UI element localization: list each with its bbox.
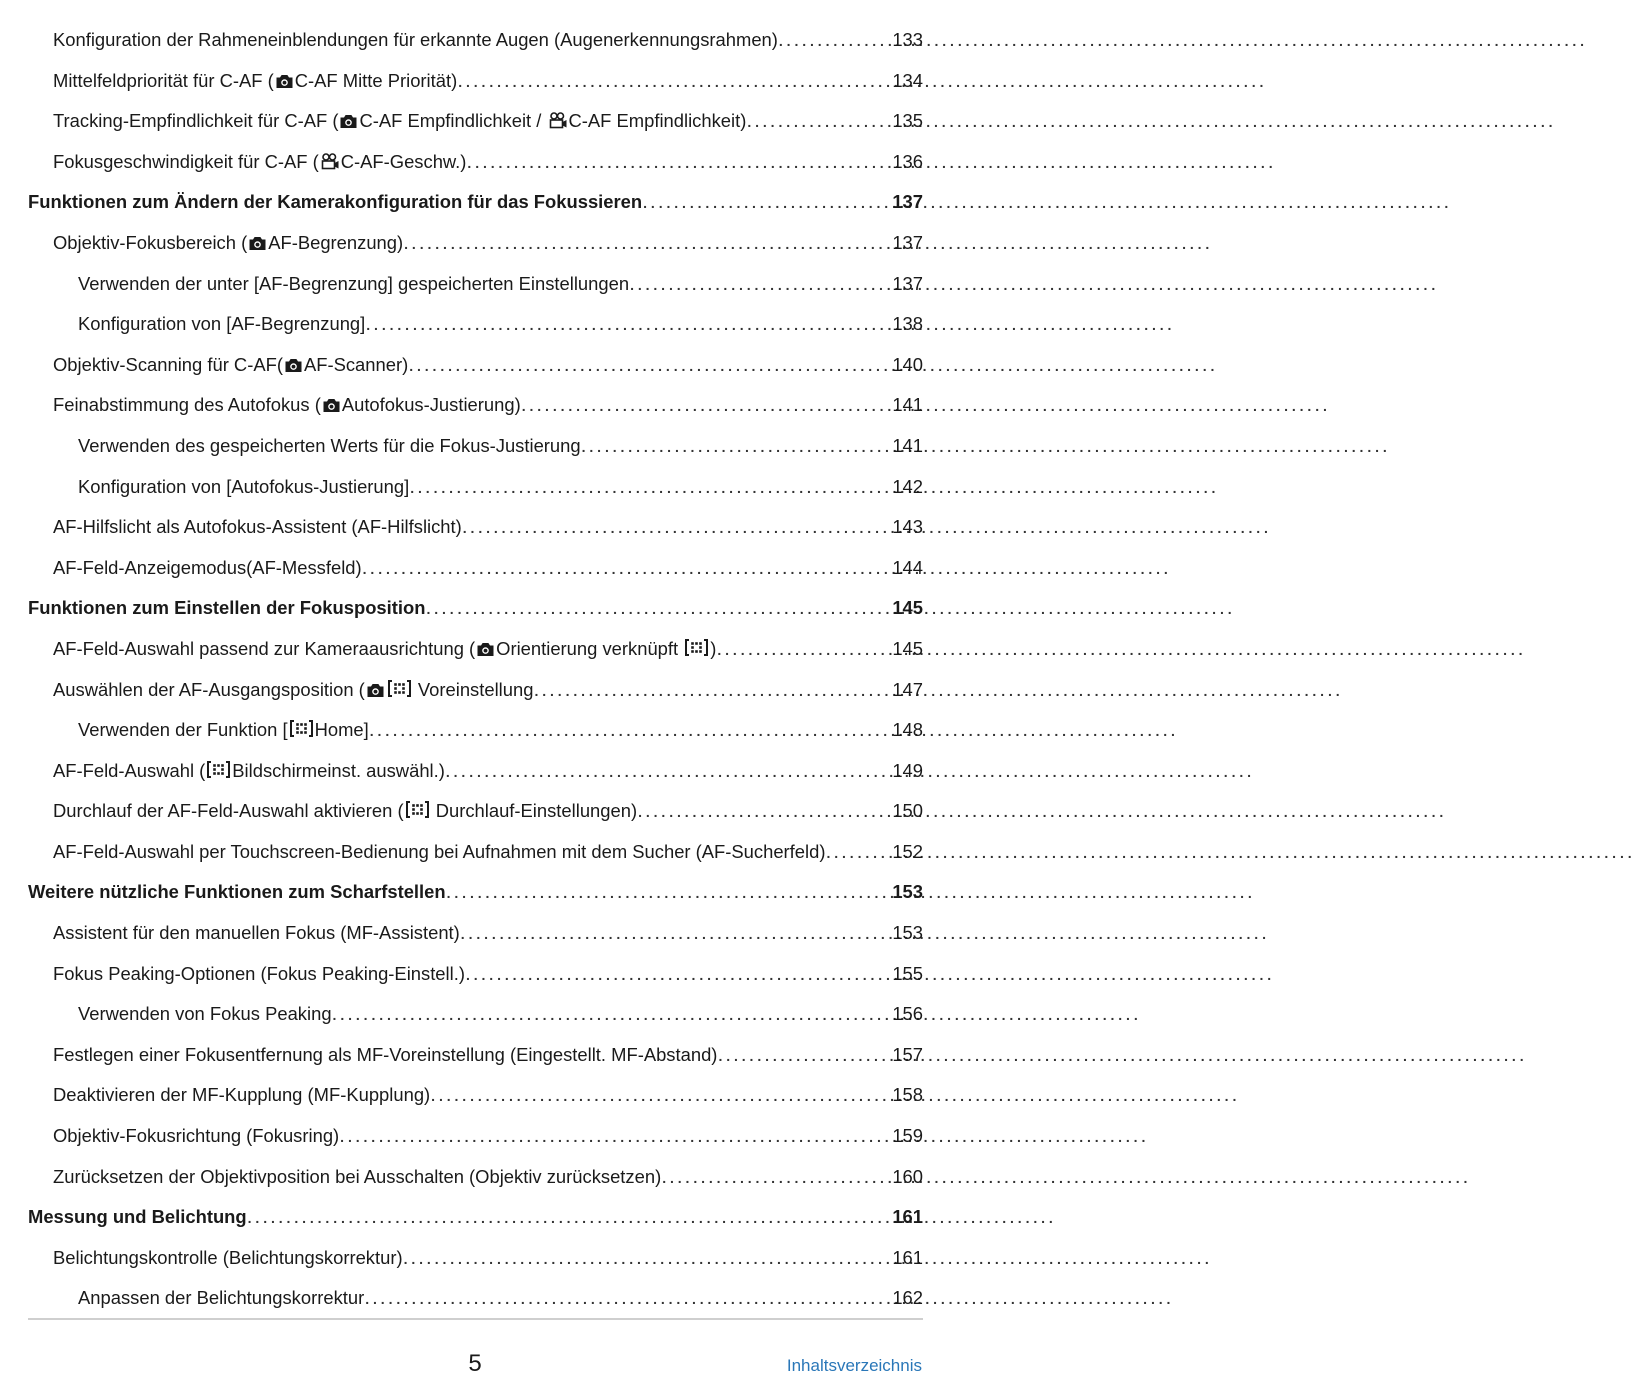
- toc-entry-title: [53, 507, 462, 548]
- toc-entry-page-number: 152: [892, 840, 923, 862]
- toc-entry[interactable]: [28, 1116, 923, 1157]
- toc-entry-text: Konfiguration von [Autofokus-Justierung]: [78, 475, 410, 497]
- toc-entry-page-number: 134: [892, 69, 923, 91]
- dot-leader: [446, 752, 881, 793]
- dot-leader: [718, 1036, 881, 1077]
- toc-entry-text: Tracking-Empfindlichkeit für C-AF (: [53, 110, 339, 132]
- toc-entry-page-number: 162: [892, 1287, 923, 1309]
- toc-entry[interactable]: [28, 548, 923, 589]
- toc-entry[interactable]: [28, 264, 923, 305]
- toc-entry-title: [53, 1075, 430, 1116]
- dot-leader: [463, 508, 881, 549]
- toc-entry[interactable]: [28, 20, 923, 61]
- af-target-icon: [206, 760, 231, 779]
- toc-entry-title: [53, 101, 746, 142]
- toc-entry-text: Konfiguration der Rahmeneinblendungen für erkannte Augen (Augenerkennungsrahmen): [53, 29, 778, 50]
- af-target-icon: [684, 638, 709, 657]
- toc-entry-text: Verwenden des gespeicherten Werts für die Fokus-Justierung: [78, 434, 581, 456]
- toc-entry-text: AF-Feld-Auswahl passend zur Kameraausrichtung (: [53, 637, 476, 659]
- toc-entry-text: Verwenden der Funktion [: [78, 719, 288, 741]
- toc-entry-page-number: 149: [892, 759, 923, 781]
- toc-entry-text: Feinabstimmung des Autofokus (: [53, 394, 321, 416]
- toc-entry-text: AF-Scanner): [303, 353, 409, 375]
- toc-entry-title: [53, 751, 445, 792]
- toc-entry-page-number: 144: [892, 556, 923, 578]
- toc-entry-title: [28, 182, 642, 223]
- dot-leader: [366, 305, 881, 346]
- camera-icon: [284, 357, 303, 373]
- dot-leader: [333, 995, 881, 1036]
- toc-entry-page-number: 138: [892, 313, 923, 335]
- dot-leader: [662, 1158, 881, 1199]
- dot-leader: [447, 873, 881, 914]
- toc-entry-text: Bildschirmeinst. auswähl.): [232, 759, 445, 781]
- dot-leader: [826, 833, 881, 874]
- toc-entry-text: Messung und Belichtung: [28, 1206, 247, 1228]
- toc-entry-page-number: 143: [892, 516, 923, 538]
- dot-leader: [458, 62, 881, 103]
- toc-entry-title: [53, 1116, 339, 1157]
- toc-entry-page-number: 145: [892, 637, 923, 659]
- dot-leader: [467, 143, 881, 184]
- toc-entry[interactable]: [28, 223, 923, 264]
- toc-entry-text: Orientierung verknüpft: [496, 637, 684, 659]
- toc-entry-page-number: 148: [892, 719, 923, 741]
- toc-entry-text: Funktionen zum Ändern der Kamerakonfiguration für das Fokussieren: [28, 191, 643, 213]
- toc-entry-title: [53, 385, 521, 426]
- toc-entry-title: [53, 20, 778, 61]
- toc-entry-title: [53, 670, 533, 711]
- toc-entry-page-number: 135: [892, 110, 923, 132]
- toc-entry[interactable]: [28, 385, 923, 426]
- toc-entry-text: C-AF-Geschw.): [340, 150, 467, 172]
- toc-entry-page-number: 133: [892, 29, 923, 50]
- toc-entry-title: [28, 588, 425, 629]
- toc-entry-text: Fokus Peaking-Optionen (Fokus Peaking-Einstell.): [53, 962, 465, 984]
- toc-entry-title: [53, 629, 716, 670]
- toc-entry-text: AF-Feld-Anzeigemodus(AF-Messfeld): [53, 556, 362, 578]
- dot-leader: [431, 1076, 881, 1117]
- toc-entry-text: Weitere nützliche Funktionen zum Scharfstellen: [28, 881, 446, 903]
- toc-entry[interactable]: [28, 142, 923, 183]
- toc-entry-text: AF-Hilfslicht als Autofokus-Assistent (AF-Hilfslicht): [53, 516, 462, 538]
- toc-entry-text: Fokusgeschwindigkeit für C-AF (: [53, 150, 319, 172]
- toc-entry-title: [28, 1197, 247, 1238]
- toc-entry-text: Belichtungskontrolle (Belichtungskorrektur): [53, 1246, 403, 1268]
- toc-entry-title: [78, 304, 365, 345]
- toc-entry-title: [53, 223, 403, 264]
- table-of-contents: [28, 20, 923, 1319]
- toc-entry[interactable]: [28, 751, 923, 792]
- toc-entry-text: Festlegen einer Fokusentfernung als MF-Voreinstellung (Eingestellt. MF-Abstand): [53, 1043, 718, 1065]
- toc-entry-page-number: 160: [892, 1165, 923, 1187]
- toc-entry-text: Objektiv-Scanning für C-AF(: [53, 353, 283, 375]
- toc-entry-text: AF-Feld-Auswahl per Touchscreen-Bedienung bei Aufnahmen mit dem Sucher (AF-Sucherfeld): [53, 840, 826, 862]
- toc-entry-text: Anpassen der Belichtungskorrektur: [78, 1287, 365, 1309]
- page-number: 5: [468, 1350, 482, 1377]
- toc-entry-text: Home]: [314, 719, 369, 741]
- dot-leader: [365, 1279, 881, 1320]
- af-target-icon: [289, 719, 314, 738]
- camera-icon: [339, 113, 358, 129]
- toc-entry-text: Funktionen zum Einstellen der Fokusposition: [28, 597, 426, 619]
- dot-leader: [747, 102, 881, 143]
- toc-entry-title: [53, 1035, 717, 1076]
- toc-entry-text: Objektiv-Fokusbereich (: [53, 231, 248, 253]
- toc-entry-text: AF-Feld-Auswahl (: [53, 759, 206, 781]
- dot-leader: [717, 630, 881, 671]
- toc-entry[interactable]: [28, 1075, 923, 1116]
- toc-entry[interactable]: [28, 426, 923, 467]
- toc-entry-page-number: 147: [892, 678, 923, 700]
- toc-entry-page-number: 157: [892, 1043, 923, 1065]
- toc-section-entry[interactable]: [28, 588, 923, 629]
- toc-entry-page-number: 137: [892, 272, 923, 294]
- toc-entry-title: [28, 872, 446, 913]
- dot-leader: [582, 427, 881, 468]
- toc-entry-title: [53, 548, 362, 589]
- toc-entry-page-number: 161: [892, 1206, 923, 1228]
- toc-entry-title: [53, 832, 825, 873]
- toc-entry-text: Durchlauf der AF-Feld-Auswahl aktivieren (: [53, 800, 404, 822]
- toc-entry-page-number: 155: [892, 962, 923, 984]
- dot-leader: [404, 224, 881, 265]
- af-target-icon: [387, 679, 412, 698]
- dot-leader: [426, 589, 881, 630]
- toc-entry-page-number: 153: [892, 881, 923, 903]
- toc-entry-page-number: 137: [892, 191, 923, 213]
- toc-entry[interactable]: [28, 832, 923, 873]
- toc-entry[interactable]: [28, 629, 923, 670]
- toc-entry-text: Assistent für den manuellen Fokus (MF-Assistent): [53, 922, 460, 944]
- toc-entry-title: [78, 467, 409, 508]
- dot-leader: [522, 386, 881, 427]
- toc-entry-page-number: 145: [892, 597, 923, 619]
- toc-entry-page-number: 137: [892, 231, 923, 253]
- dot-leader: [630, 265, 881, 306]
- toc-entry[interactable]: [28, 467, 923, 508]
- toc-entry[interactable]: [28, 61, 923, 102]
- toc-entry[interactable]: [28, 791, 923, 832]
- toc-entry-text: Autofokus-Justierung): [341, 394, 521, 416]
- toc-entry-title: [53, 1157, 661, 1198]
- toc-entry[interactable]: [28, 994, 923, 1035]
- dot-leader: [410, 468, 881, 509]
- toc-entry-title: [53, 345, 408, 386]
- toc-entry-page-number: 161: [892, 1246, 923, 1268]
- toc-entry-title: [78, 1278, 364, 1319]
- toc-entry[interactable]: [28, 1035, 923, 1076]
- camera-icon: [476, 641, 495, 657]
- dot-leader: [404, 1239, 881, 1280]
- camera-icon: [248, 235, 267, 251]
- toc-entry-text: Konfiguration von [AF-Begrenzung]: [78, 313, 366, 335]
- toc-entry[interactable]: [28, 507, 923, 548]
- dot-leader: [409, 346, 881, 387]
- toc-section-entry[interactable]: [28, 872, 923, 913]
- toc-entry-text: Durchlauf-Einstellungen): [430, 800, 638, 822]
- dot-leader: [466, 955, 881, 996]
- toc-entry-title: [53, 791, 637, 832]
- toc-entry-page-number: 153: [892, 922, 923, 944]
- camera-icon: [275, 73, 294, 89]
- movie-icon: [548, 112, 568, 129]
- toc-entry-title: [53, 142, 466, 183]
- toc-entry[interactable]: [28, 1238, 923, 1279]
- toc-entry-text: Verwenden der unter [AF-Begrenzung] gespeicherten Einstellungen: [78, 272, 630, 294]
- toc-section-entry[interactable]: [28, 182, 923, 223]
- toc-entry-text: Verwenden von Fokus Peaking: [78, 1003, 332, 1025]
- dot-leader: [370, 711, 881, 752]
- toc-entry-page-number: 156: [892, 1003, 923, 1025]
- toc-entry-page-number: 150: [892, 800, 923, 822]
- toc-entry[interactable]: [28, 913, 923, 954]
- toc-entry[interactable]: [28, 345, 923, 386]
- toc-entry-text: Deaktivieren der MF-Kupplung (MF-Kupplung): [53, 1084, 431, 1106]
- movie-icon: [320, 153, 340, 170]
- toc-entry-text: C-AF Mitte Priorität): [294, 69, 458, 91]
- toc-entry[interactable]: [28, 954, 923, 995]
- toc-entry-page-number: 140: [892, 353, 923, 375]
- toc-entry-text: C-AF Empfindlichkeit): [568, 110, 747, 132]
- camera-icon: [322, 397, 341, 413]
- footer-divider: [28, 1318, 923, 1320]
- toc-entry-page-number: 141: [892, 394, 923, 416]
- toc-entry-title: [78, 264, 629, 305]
- toc-entry-text: Auswählen der AF-Ausgangsposition (: [53, 678, 365, 700]
- toc-entry-text: Voreinstellung: [412, 678, 534, 700]
- toc-section-entry[interactable]: [28, 1197, 923, 1238]
- toc-entry[interactable]: [28, 304, 923, 345]
- dot-leader: [638, 792, 881, 833]
- toc-entry-text: Objektiv-Fokusrichtung (Fokusring): [53, 1125, 340, 1147]
- toc-entry-title: [53, 61, 457, 102]
- dot-leader: [534, 671, 881, 712]
- toc-entry[interactable]: [28, 710, 923, 751]
- af-target-icon: [405, 800, 430, 819]
- toc-entry-page-number: 141: [892, 434, 923, 456]
- toc-entry[interactable]: [28, 1157, 923, 1198]
- dot-leader: [643, 183, 881, 224]
- toc-entry-page-number: 142: [892, 475, 923, 497]
- toc-entry-page-number: 136: [892, 150, 923, 172]
- toc-entry-text: C-AF Empfindlichkeit /: [359, 110, 547, 132]
- dot-leader: [461, 914, 881, 955]
- toc-entry[interactable]: [28, 670, 923, 711]
- toc-entry-title: [53, 913, 460, 954]
- toc-entry-title: [53, 954, 465, 995]
- toc-entry-title: [78, 994, 332, 1035]
- toc-entry-text: AF-Begrenzung): [268, 231, 404, 253]
- camera-icon: [366, 682, 385, 698]
- toc-entry-page-number: 159: [892, 1125, 923, 1147]
- toc-entry-text: ): [710, 637, 717, 659]
- dot-leader: [363, 549, 881, 590]
- toc-entry-page-number: 158: [892, 1084, 923, 1106]
- toc-entry[interactable]: [28, 101, 923, 142]
- dot-leader: [340, 1117, 881, 1158]
- toc-entry-title: [53, 1238, 403, 1279]
- dot-leader: [779, 21, 881, 62]
- toc-entry-title: [78, 710, 369, 751]
- table-of-contents-link[interactable]: Inhaltsverzeichnis: [786, 1356, 922, 1375]
- dot-leader: [248, 1198, 881, 1239]
- toc-entry-text: Zurücksetzen der Objektivposition bei Ausschalten (Objektiv zurücksetzen): [53, 1165, 662, 1187]
- toc-entry-title: [78, 426, 581, 467]
- toc-entry-text: Mittelfeldpriorität für C-AF (: [53, 69, 274, 91]
- toc-entry[interactable]: [28, 1278, 923, 1319]
